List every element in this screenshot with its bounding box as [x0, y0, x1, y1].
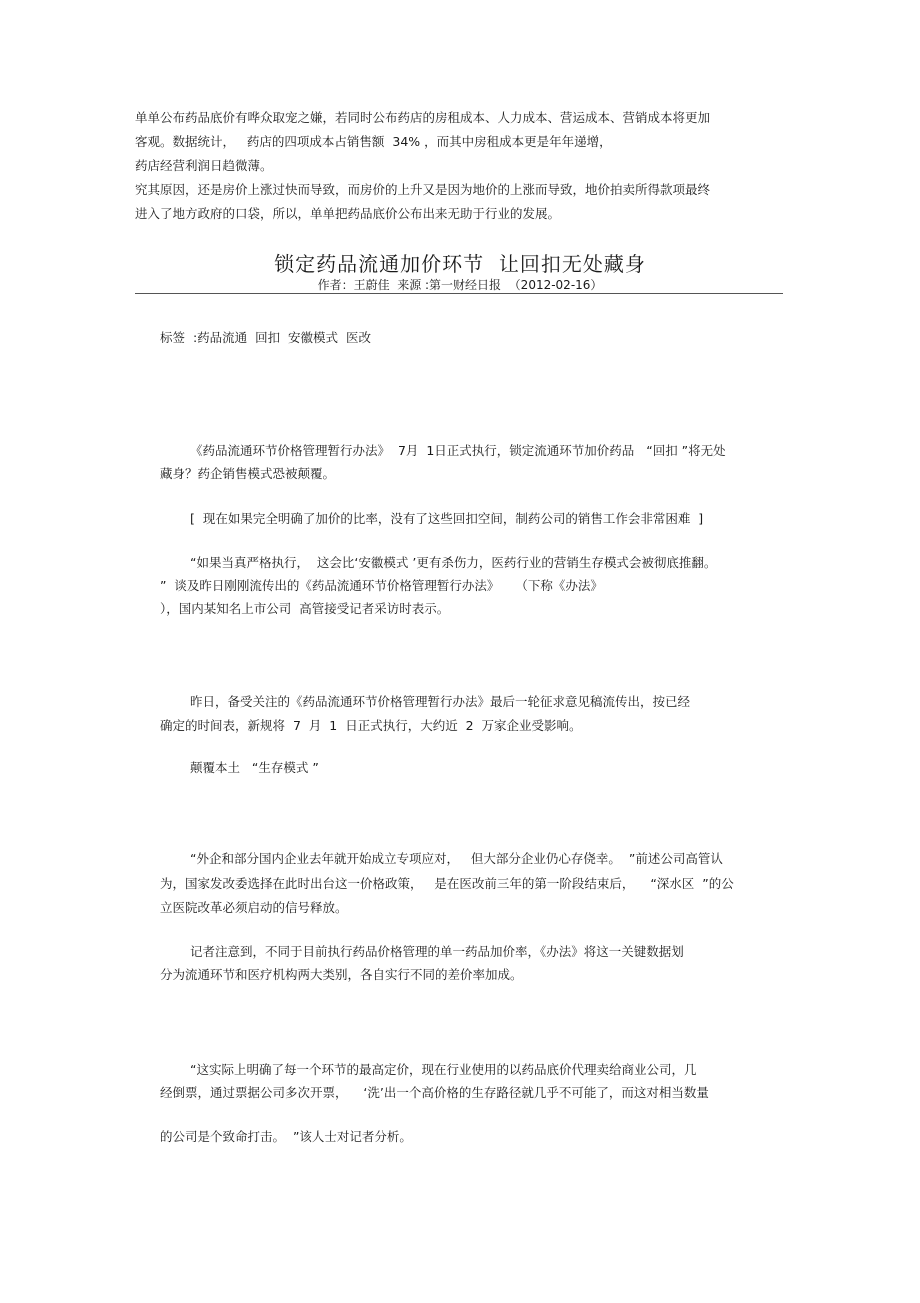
body-line: 《药品流通环节价格管理暂行办法》 7月 1日正式执行，锁定流通环节加价药品 “回扣 ”将无处 [190, 443, 726, 458]
body-line: 立医院改革必须启动的信号释放。 [160, 900, 348, 915]
body-line: 昨日，备受关注的《药品流通环节价格管理暂行办法》最后一轮征求意见稿流传出，按已经 [190, 694, 691, 709]
body-line: 经倒票，通过票据公司多次开票， ‘洗’出一个高价格的生存路径就几乎不可能了，而这对相当数量 [160, 1085, 709, 1100]
body-line: ” 谈及昨日刚刚流传出的《药品流通环节价格管理暂行办法》 （下称《办法》 [160, 578, 603, 593]
body-quote-callout: [ 现在如果完全明确了加价的比率，没有了这些回扣空间，制药公司的销售工作会非常困难 ] [190, 511, 704, 526]
body-line: 为，国家发改委选择在此时出台这一价格政策， 是在医改前三年的第一阶段结束后， “深水区 ”的公 [160, 876, 734, 891]
article-title: 锁定药品流通加价环节 让回扣无处藏身 [274, 252, 646, 276]
intro-line-1: 单单公布药品底价有哗众取宠之嫌，若同时公布药店的房租成本、人力成本、营运成本、营销成本将更加 [135, 110, 711, 125]
intro-line-5: 进入了地方政府的口袋，所以，单单把药品底价公布出来无助于行业的发展。 [135, 206, 561, 221]
body-line: 的公司是个致命打击。 ”该人士对记者分析。 [160, 1129, 412, 1144]
intro-line-3: 药店经营利润日趋微薄。 [135, 158, 273, 173]
intro-line-4: 究其原因，还是房价上涨过快而导致，而房价的上升又是因为地价的上涨而导致，地价拍卖所得款项最终 [135, 182, 711, 197]
article-tags: 标签 :药品流通 回扣 安徽模式 医改 [160, 330, 371, 345]
body-line: “如果当真严格执行， 这会比‘安徽模式 ’更有杀伤力，医药行业的营销生存模式会被彻底推翻。 [190, 555, 717, 570]
body-line: “这实际上明确了每一个环节的最高定价，现在行业使用的以药品底价代理卖给商业公司，几 [190, 1062, 697, 1077]
title-divider [135, 293, 783, 294]
body-line: 记者注意到，不同于目前执行药品价格管理的单一药品加价率，《办法》将这一关键数据划 [190, 944, 684, 959]
body-line: 藏身？药企销售模式恐被颠覆。 [160, 466, 336, 481]
intro-line-2: 客观。数据统计， 药店的四项成本占销售额 34% ，而其中房租成本更是年年递增， [135, 134, 612, 149]
section-heading: 颠覆本土 “生存模式 ” [190, 760, 319, 775]
article-byline: 作者：王蔚佳 来源 :第一财经日报 （2012-02-16） [317, 278, 603, 292]
body-line: ），国内某知名上市公司 高管接受记者采访时表示。 [160, 601, 450, 616]
body-line: 确定的时间表，新规将 7 月 1 日正式执行，大约近 2 万家企业受影响。 [160, 718, 582, 733]
body-line: “外企和部分国内企业去年就开始成立专项应对， 但大部分企业仍心存侥幸。 ”前述公司高管认 [190, 851, 723, 866]
body-line: 分为流通环节和医疗机构两大类别，各自实行不同的差价率加成。 [160, 967, 523, 982]
